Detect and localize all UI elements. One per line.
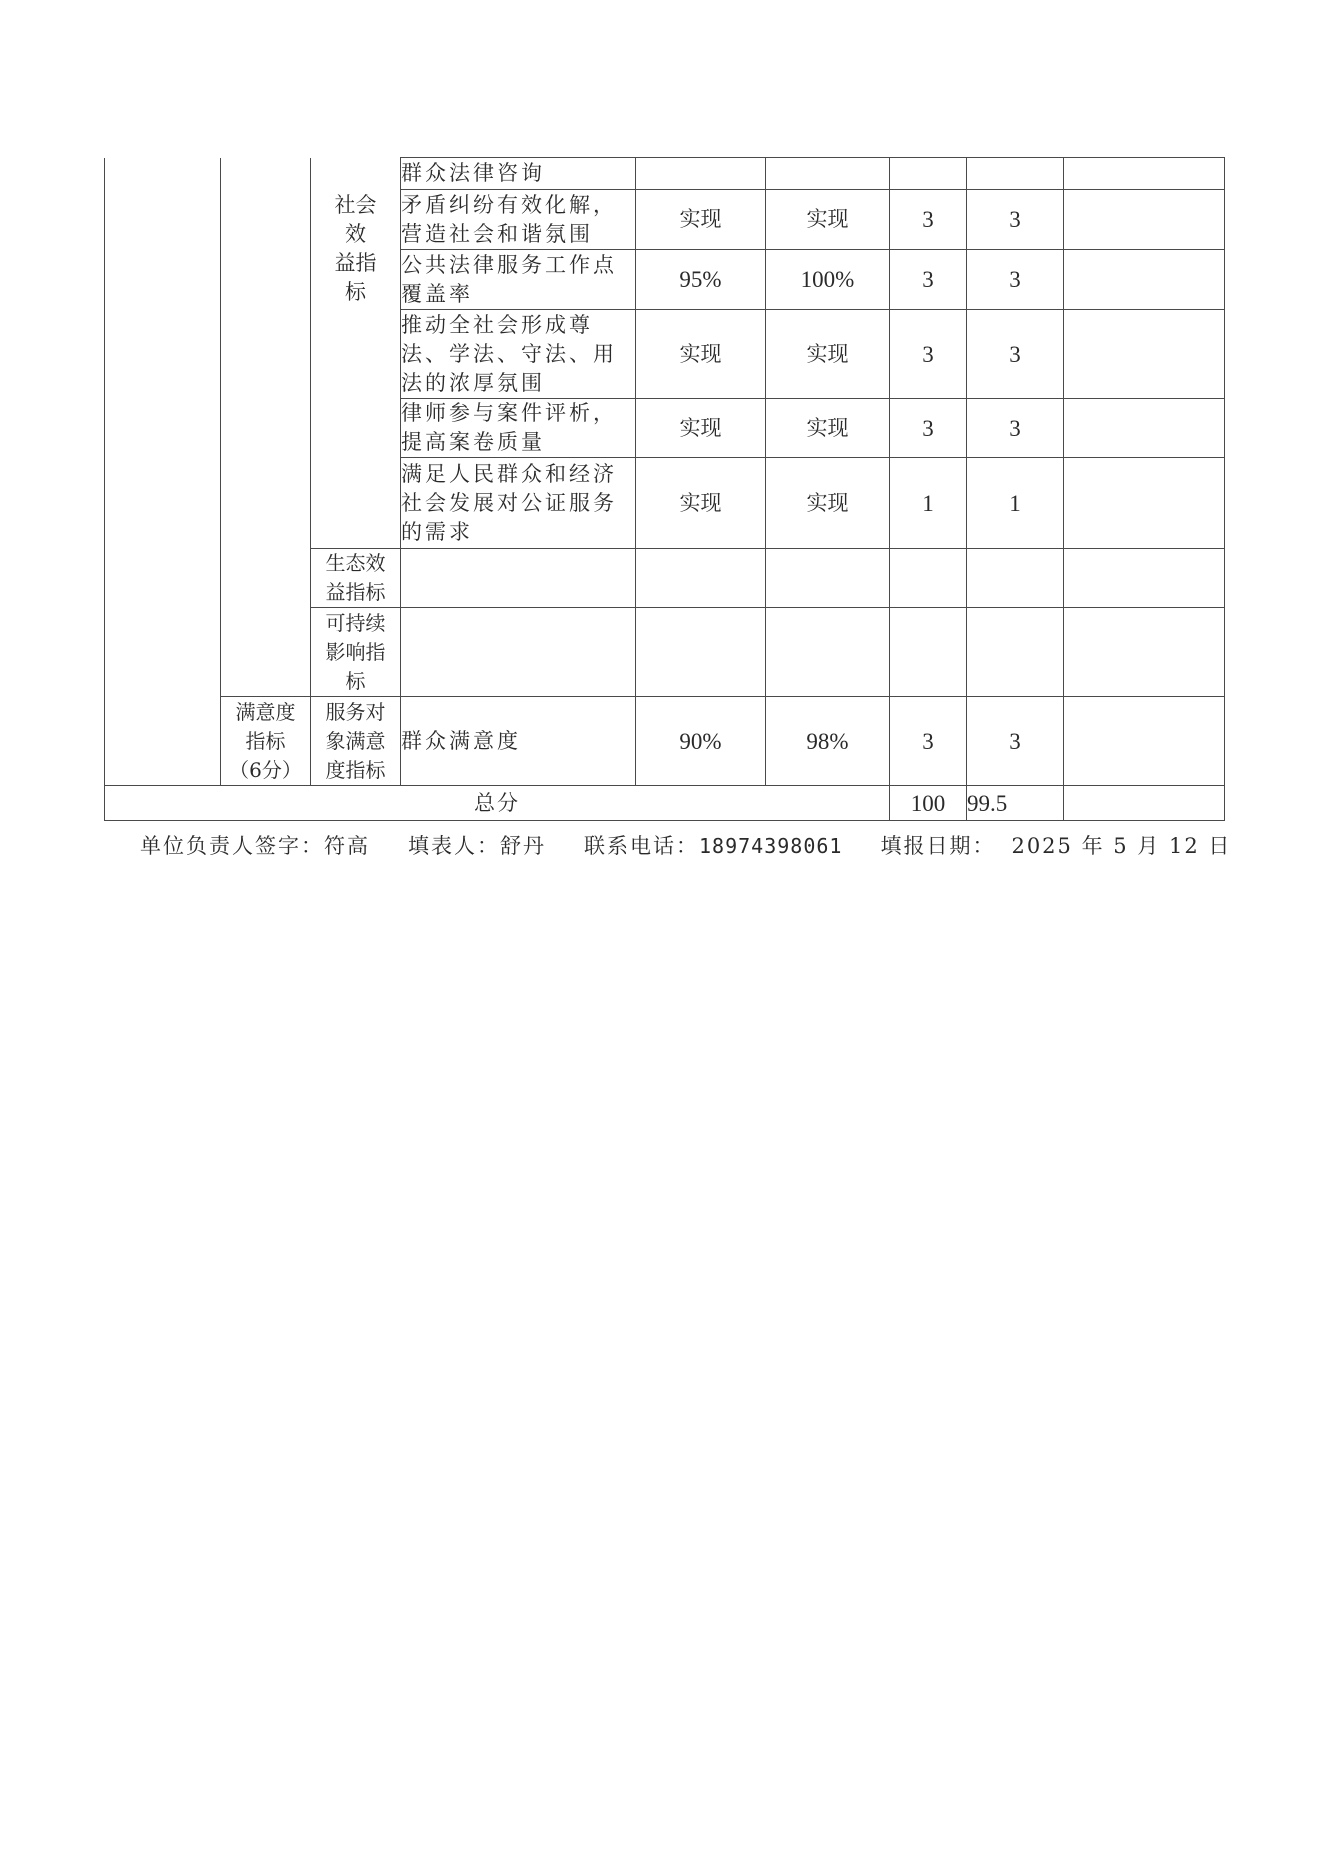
weight-value: 3 (890, 310, 967, 399)
empty-cell (967, 549, 1064, 608)
actual-value: 实现 (766, 458, 890, 549)
table-row (105, 697, 1225, 786)
total-weight: 100 (890, 786, 967, 821)
note-cell (1064, 697, 1225, 786)
empty-cell (890, 549, 967, 608)
score-value: 3 (967, 310, 1064, 399)
indicator-name: 群众法律咨询 (401, 158, 636, 190)
score-value: 3 (967, 697, 1064, 786)
indicator-name: 推动全社会形成尊法、学法、守法、用法的浓厚氛围 (401, 310, 636, 399)
date-label: 填报日期： (880, 834, 996, 858)
empty-cell (401, 549, 636, 608)
table-row (105, 158, 1225, 190)
note-cell (1064, 458, 1225, 549)
phone-number: 18974398061 (699, 834, 843, 858)
score-value: 3 (967, 190, 1064, 250)
indicator-name: 矛盾纠纷有效化解，营造社会和谐氛围 (401, 190, 636, 250)
empty-cell (766, 549, 890, 608)
target-value: 95% (636, 250, 766, 310)
target-value: 实现 (636, 190, 766, 250)
filler-label: 填表人： (408, 834, 500, 858)
target-value: 实现 (636, 458, 766, 549)
satisfaction-level2-category: 服务对 象满意 度指标 (311, 697, 401, 786)
performance-table (104, 157, 1225, 821)
indicator-name: 公共法律服务工作点覆盖率 (401, 250, 636, 310)
empty-cell (1064, 608, 1225, 697)
ecological-benefit-category: 生态效 益指标 (311, 549, 401, 608)
actual-value: 100% (766, 250, 890, 310)
level1-empty-cell (105, 158, 221, 786)
empty-cell (766, 608, 890, 697)
actual-value: 实现 (766, 310, 890, 399)
empty-cell (967, 608, 1064, 697)
level1b-empty-cell (221, 158, 311, 697)
satisfaction-level1-category: 满意度 指标 （6分） (221, 697, 311, 786)
target-value: 实现 (636, 310, 766, 399)
weight-value: 1 (890, 458, 967, 549)
social-benefit-category: 社会 效 益指 标 (311, 158, 401, 549)
score-value: 1 (967, 458, 1064, 549)
empty-cell (1064, 549, 1225, 608)
weight-value: 3 (890, 697, 967, 786)
weight-value (890, 158, 967, 190)
empty-cell (636, 549, 766, 608)
note-cell (1064, 250, 1225, 310)
actual-value: 实现 (766, 399, 890, 458)
weight-value: 3 (890, 190, 967, 250)
total-score: 99.5 (967, 786, 1064, 821)
fill-date: 2025 年 5 月 12 日 (1011, 834, 1232, 858)
indicator-name: 满足人民群众和经济社会发展对公证服务的需求 (401, 458, 636, 549)
note-cell (1064, 158, 1225, 190)
signer-label: 单位负责人签字： (140, 834, 324, 858)
note-cell (1064, 399, 1225, 458)
total-label: 总分 (105, 786, 890, 821)
signer-name: 符高 (324, 834, 370, 858)
actual-value (766, 158, 890, 190)
note-cell (1064, 190, 1225, 250)
note-cell (1064, 310, 1225, 399)
indicator-name: 群众满意度 (401, 697, 636, 786)
weight-value: 3 (890, 399, 967, 458)
empty-cell (890, 608, 967, 697)
total-note (1064, 786, 1225, 821)
score-value (967, 158, 1064, 190)
score-value: 3 (967, 250, 1064, 310)
indicator-name: 律师参与案件评析，提高案卷质量 (401, 399, 636, 458)
empty-cell (401, 608, 636, 697)
actual-value: 98% (766, 697, 890, 786)
signature-footer (140, 830, 1231, 860)
weight-value: 3 (890, 250, 967, 310)
phone-label: 联系电话： (584, 834, 699, 858)
target-value (636, 158, 766, 190)
target-value: 90% (636, 697, 766, 786)
score-value: 3 (967, 399, 1064, 458)
empty-cell (636, 608, 766, 697)
actual-value: 实现 (766, 190, 890, 250)
filler-name: 舒丹 (500, 834, 546, 858)
target-value: 实现 (636, 399, 766, 458)
total-row (105, 786, 1225, 821)
sustainable-impact-category: 可持续 影响指 标 (311, 608, 401, 697)
